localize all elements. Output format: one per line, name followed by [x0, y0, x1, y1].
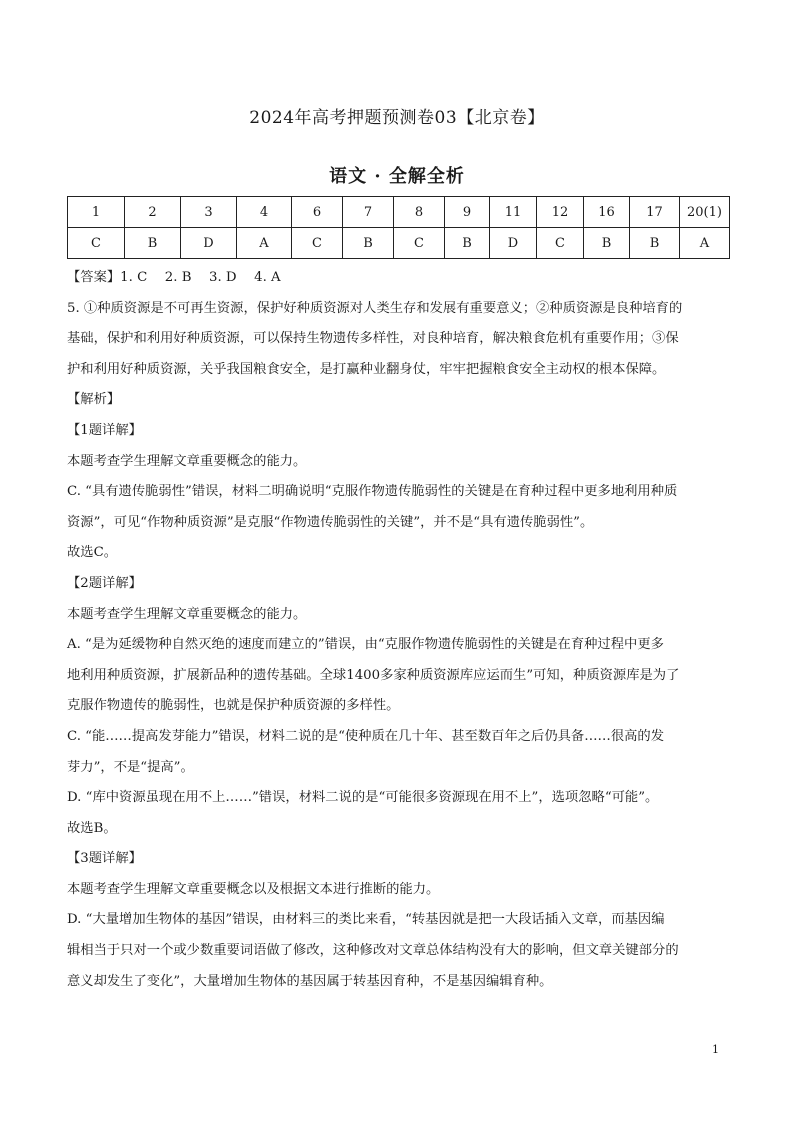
text-line: D. “大量增加生物体的基因”错误，由材料三的类比来看，“转基因就是把一大段话插入文章，而基因编: [67, 912, 665, 928]
answer-cell: A: [237, 228, 292, 259]
analysis-body: [67, 263, 729, 997]
question-number-cell: 17: [630, 197, 680, 228]
text-line: 护和利用好种质资源，关乎我国粮食安全，是打赢种业翻身仗，牢牢把握粮食安全主动权的根本保障。: [67, 361, 666, 377]
question-number-cell: 4: [237, 197, 292, 228]
question-number-cell: 12: [537, 197, 584, 228]
section-heading: 【2题详解】: [67, 575, 142, 591]
text-line: D. “库中资源虽现在用不上……”错误，材料二说的是“可能很多资源现在用不上”，选项忽略“可能”。: [67, 790, 659, 806]
answer-cell: D: [490, 228, 537, 259]
question-number-cell: 11: [490, 197, 537, 228]
page-number: 1: [712, 1043, 719, 1056]
question-number-cell: 16: [584, 197, 630, 228]
text-line: 辑相当于只对一个或少数重要词语做了修改，这种修改对文章总体结构没有大的影响，但文章关键部分的: [67, 943, 679, 959]
question-number-cell: 2: [125, 197, 181, 228]
question-number-cell: 1: [68, 197, 125, 228]
section-heading: 【3题详解】: [67, 851, 142, 867]
answer-table: [67, 196, 730, 259]
page-subtitle: 语文 · 全解全析: [329, 166, 465, 187]
question-number-cell: 9: [445, 197, 490, 228]
answer-cell: C: [68, 228, 125, 259]
answer-cell: B: [343, 228, 394, 259]
answer-row: [68, 228, 730, 259]
text-line: 基础，保护和利用好种质资源，可以保持生物遗传多样性，对良种培育，解决粮食危机有重要作用；③保: [67, 331, 679, 347]
section-heading: 【解析】: [67, 392, 121, 408]
question-number-row: [68, 197, 730, 228]
text-line: 意义却发生了变化”，大量增加生物体的基因属于转基因育种，不是基因编辑育种。: [67, 973, 553, 989]
text-line: 本题考查学生理解文章重要概念以及根据文本进行推断的能力。: [67, 881, 440, 897]
answer-cell: C: [537, 228, 584, 259]
answer-cell: B: [630, 228, 680, 259]
section-heading: 【1题详解】: [67, 422, 142, 438]
text-line: 克服作物遗传的脆弱性，也就是保护种质资源的多样性。: [67, 698, 400, 714]
answer-summary-line: 【答案】1. C 2. B 3. D 4. A: [67, 270, 281, 285]
text-line: 5. ①种质资源是不可再生资源，保护好种质资源对人类生存和发展有重要意义；②种质资源是良种培育的: [67, 300, 683, 316]
text-line: 芽力”，不是“提高”。: [67, 759, 194, 775]
answer-cell: C: [292, 228, 343, 259]
text-line: C. “能……提高发芽能力”错误，材料二说的是“使种质在几十年、甚至数百年之后仍具备……很高的发: [67, 728, 665, 744]
text-line: A. “是为延缓物种自然灭绝的速度而建立的”错误，由“克服作物遗传脆弱性的关键是在育种过程中更多: [67, 637, 664, 653]
text-line: 故选C。: [67, 545, 118, 561]
answer-cell: B: [445, 228, 490, 259]
question-number-cell: 3: [181, 197, 237, 228]
question-number-cell: 6: [292, 197, 343, 228]
question-number-cell: 8: [394, 197, 445, 228]
answer-cell: C: [394, 228, 445, 259]
text-line: 本题考查学生理解文章重要概念的能力。: [67, 453, 307, 469]
text-line: 地利用种质资源，扩展新品种的遗传基础。全球1400多家种质资源库应运而生”可知，种质资源库是为了: [67, 667, 680, 683]
question-number-cell: 7: [343, 197, 394, 228]
answer-cell: B: [584, 228, 630, 259]
text-line: 故选B。: [67, 820, 117, 836]
question-number-cell: 20(1): [680, 197, 730, 228]
text-line: C. “具有遗传脆弱性”错误，材料二明确说明“克服作物遗传脆弱性的关键是在育种过程中更多地利用种质: [67, 484, 678, 500]
answer-cell: D: [181, 228, 237, 259]
answer-cell: B: [125, 228, 181, 259]
answer-cell: A: [680, 228, 730, 259]
page-title: 2024年高考押题预测卷03【北京卷】: [249, 108, 545, 128]
text-line: 资源”，可见“作物种质资源”是克服“作物遗传脆弱性的关键”，并不是“具有遗传脆弱性”。: [67, 514, 594, 530]
text-line: 本题考查学生理解文章重要概念的能力。: [67, 606, 307, 622]
